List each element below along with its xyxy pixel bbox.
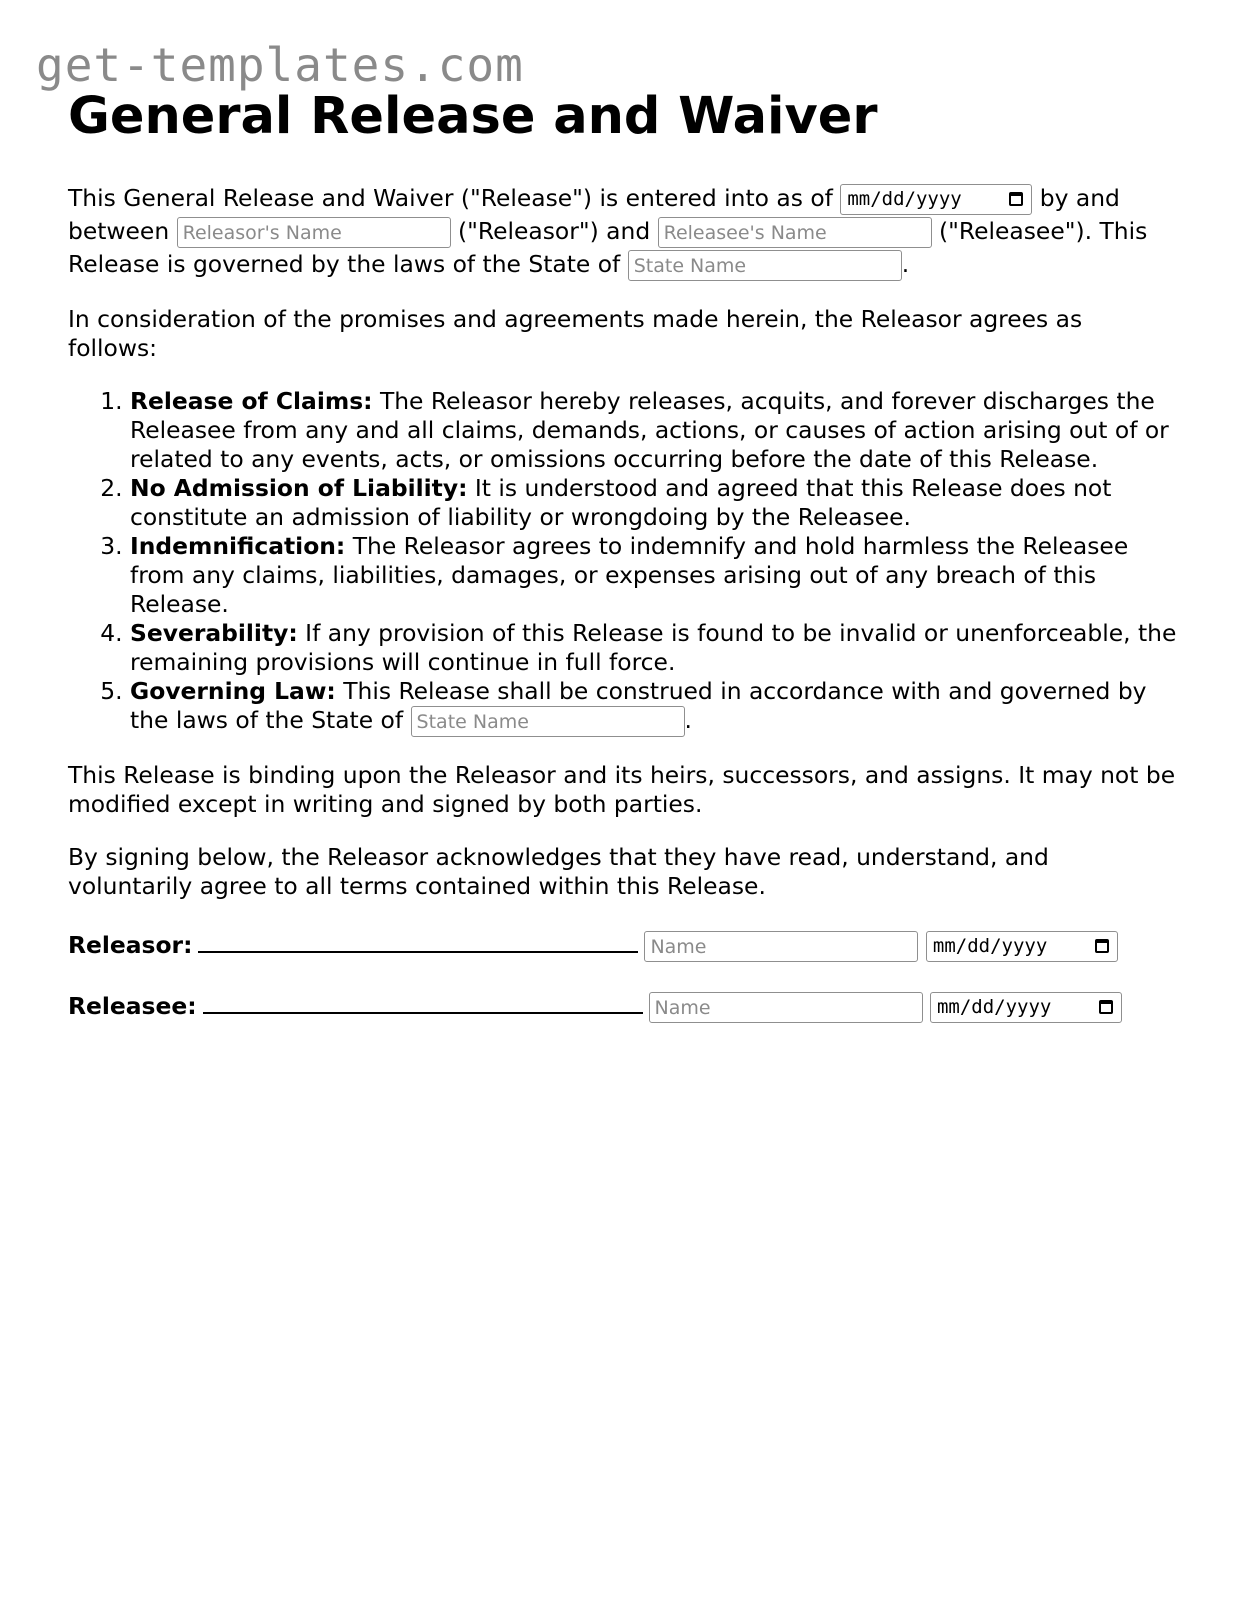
- date-placeholder: mm/dd/yyyy: [932, 935, 1048, 957]
- governing-state-input[interactable]: [411, 706, 685, 737]
- intro-text-2: by and between: [68, 184, 1120, 245]
- date-placeholder: mm/dd/yyyy: [847, 188, 962, 210]
- clauses-list: [68, 387, 1178, 737]
- clause-text: It is understood and agreed that this Release does not constitute an admission of liability or wrongdoing by the Releasee.: [130, 474, 1112, 531]
- clause-release-of-claims: [130, 387, 1178, 474]
- clause-severability: [130, 619, 1178, 677]
- clause-heading: No Admission of Liability:: [130, 474, 468, 502]
- acknowledgment-paragraph: By signing below, the Releasor acknowledges that they have read, understand, and voluntarily agree to all terms contained within this Release.: [68, 843, 1049, 900]
- clause-governing-law: [130, 677, 1178, 737]
- intro-text-5: .: [901, 250, 910, 278]
- clause-heading: Release of Claims:: [130, 387, 373, 415]
- clause-text: This Release shall be construed in accordance with and governed by the laws of the State of: [130, 677, 1147, 734]
- releasee-signature-date-field[interactable]: [930, 992, 1122, 1023]
- intro-text-4: ("Releasee"). This Release is governed by the laws of the State of: [68, 217, 1148, 278]
- clause-text: The Releasor agrees to indemnify and hold harmless the Releasee from any claims, liabilities, damages, or expenses arising out of any breach of this Release.: [130, 532, 1129, 618]
- releasee-signature-name-input[interactable]: [649, 992, 923, 1023]
- releasee-signature-row: [68, 988, 1178, 1023]
- releasor-name-input[interactable]: [177, 217, 451, 248]
- clause-indemnification: [130, 532, 1178, 619]
- clause-heading: Governing Law:: [130, 677, 336, 705]
- intro-text-3: ("Releasor") and: [458, 217, 651, 245]
- clause-text: The Releasor hereby releases, acquits, and forever discharges the Releasee from any and all claims, demands, actions, or causes of action arising out of or related to any events, acts, or omissions occurring before the date of this Release.: [130, 387, 1169, 473]
- clause-heading: Severability:: [130, 619, 298, 647]
- page-title: General Release and Waiver: [68, 87, 878, 146]
- clause-end: .: [684, 706, 692, 734]
- clause-heading: Indemnification:: [130, 532, 346, 560]
- binding-paragraph: This Release is binding upon the Releasor and its heirs, successors, and assigns. It may not be modified except in writing and signed by both parties.: [68, 761, 1176, 818]
- releasee-label: Releasee:: [68, 992, 197, 1020]
- releasee-name-input[interactable]: [658, 217, 932, 248]
- intro-text-1: This General Release and Waiver ("Release") is entered into as of: [68, 184, 833, 212]
- state-name-input[interactable]: [628, 250, 902, 281]
- releasor-signature-line[interactable]: [198, 927, 638, 953]
- releasor-signature-row: [68, 927, 1178, 962]
- clause-no-admission: [130, 474, 1178, 532]
- clause-text: If any provision of this Release is found to be invalid or unenforceable, the remaining provisions will continue in full force.: [130, 619, 1177, 676]
- consideration-paragraph: In consideration of the promises and agreements made herein, the Releasor agrees as follows:: [68, 305, 1083, 362]
- releasor-signature-name-input[interactable]: [644, 931, 918, 962]
- date-placeholder: mm/dd/yyyy: [936, 996, 1052, 1018]
- releasor-label: Releasor:: [68, 931, 193, 959]
- agreement-date-field[interactable]: [840, 184, 1032, 215]
- intro-paragraph: [68, 182, 1178, 281]
- calendar-icon[interactable]: [1099, 1000, 1113, 1014]
- calendar-icon[interactable]: [1009, 192, 1023, 206]
- releasor-signature-date-field[interactable]: [926, 931, 1118, 962]
- document-page: [68, 86, 1178, 1023]
- releasee-signature-line[interactable]: [203, 988, 643, 1014]
- watermark: get-templates.com: [36, 38, 524, 92]
- calendar-icon[interactable]: [1095, 939, 1109, 953]
